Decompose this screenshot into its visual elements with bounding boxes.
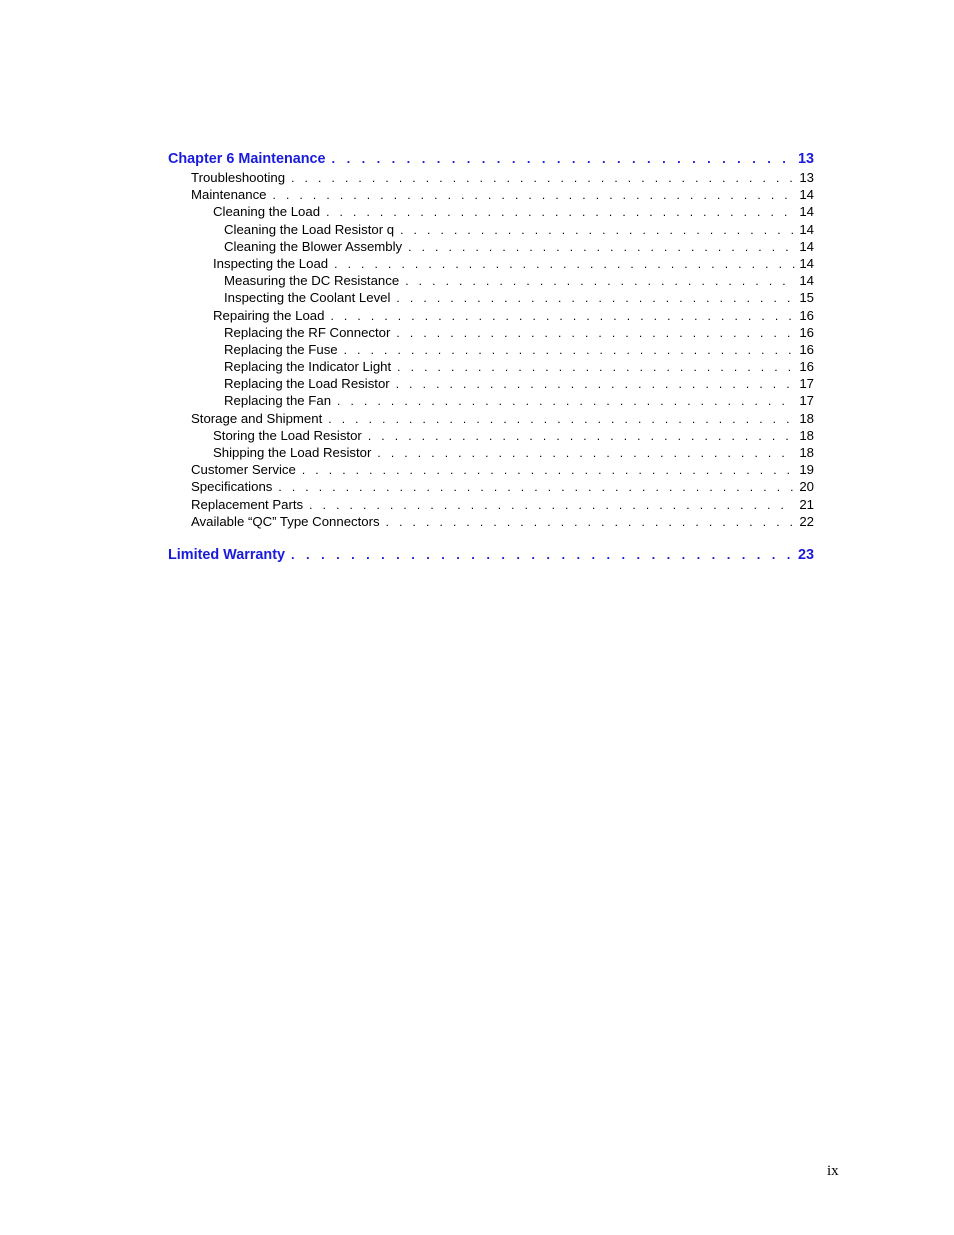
toc-entry-title: Storage and Shipment bbox=[191, 410, 323, 426]
dot-leader bbox=[328, 411, 795, 428]
toc-entry-page: 14 bbox=[799, 273, 814, 289]
table-of-contents bbox=[168, 149, 814, 565]
dot-leader bbox=[309, 497, 795, 514]
dot-leader bbox=[332, 149, 794, 169]
dot-leader bbox=[400, 222, 795, 239]
toc-entry-title: Available “QC” Type Connectors bbox=[191, 513, 380, 529]
toc-entry-replacement-parts[interactable] bbox=[168, 496, 814, 513]
toc-entry-page: 14 bbox=[799, 204, 814, 220]
toc-entry-page: 14 bbox=[799, 221, 814, 237]
toc-entry-page: 17 bbox=[799, 376, 814, 392]
dot-leader bbox=[396, 376, 796, 393]
toc-entry-title: Cleaning the Load Resistor q bbox=[224, 221, 395, 237]
dot-leader bbox=[377, 445, 795, 462]
toc-entry-inspecting-the-load[interactable] bbox=[168, 255, 814, 272]
dot-leader bbox=[408, 239, 795, 256]
toc-entry-troubleshooting[interactable] bbox=[168, 169, 814, 186]
toc-entry-storing-load-resistor[interactable] bbox=[168, 427, 814, 444]
dot-leader bbox=[302, 462, 796, 479]
toc-entry-repairing-the-load[interactable] bbox=[168, 307, 814, 324]
toc-entry-page: 22 bbox=[799, 513, 814, 529]
toc-entry-page: 21 bbox=[799, 496, 814, 512]
toc-entry-page: 16 bbox=[799, 341, 814, 357]
toc-entry-page: 14 bbox=[799, 238, 814, 254]
toc-entry-title: Measuring the DC Resistance bbox=[224, 273, 400, 289]
toc-entry-title: Specifications bbox=[191, 479, 273, 495]
toc-entry-page: 17 bbox=[799, 393, 814, 409]
toc-entry-page: 16 bbox=[799, 359, 814, 375]
toc-entry-page: 15 bbox=[799, 290, 814, 306]
dot-leader bbox=[291, 545, 794, 565]
toc-entry-page: 19 bbox=[799, 462, 814, 478]
toc-entry-maintenance[interactable] bbox=[168, 186, 814, 203]
dot-leader bbox=[344, 342, 796, 359]
toc-entry-title: Replacing the RF Connector bbox=[224, 324, 391, 340]
toc-entry-title: Replacing the Indicator Light bbox=[224, 359, 392, 375]
toc-entry-cleaning-the-load[interactable] bbox=[168, 203, 814, 220]
toc-entry-customer-service[interactable] bbox=[168, 461, 814, 478]
toc-entry-title: Storing the Load Resistor bbox=[213, 427, 362, 443]
toc-entry-page: 13 bbox=[799, 170, 814, 185]
toc-entry-page: 16 bbox=[799, 307, 814, 323]
toc-entry-replacing-indicator-light[interactable] bbox=[168, 358, 814, 375]
toc-entry-title: Shipping the Load Resistor bbox=[213, 445, 372, 460]
toc-entry-replacing-fan[interactable] bbox=[168, 392, 814, 409]
toc-entry-replacing-fuse[interactable] bbox=[168, 341, 814, 358]
toc-entry-page: 13 bbox=[797, 151, 814, 167]
toc-entry-storage-and-shipment[interactable] bbox=[168, 410, 814, 427]
dot-leader bbox=[326, 204, 795, 221]
toc-entry-title: Troubleshooting bbox=[191, 170, 286, 185]
dot-leader bbox=[405, 273, 795, 290]
toc-entry-page: 18 bbox=[799, 410, 814, 426]
toc-entry-title: Cleaning the Load bbox=[213, 204, 321, 220]
toc-entry-replacing-rf-connector[interactable] bbox=[168, 324, 814, 341]
toc-entry-title: Cleaning the Blower Assembly bbox=[224, 238, 403, 254]
toc-entry-specifications[interactable] bbox=[168, 478, 814, 495]
toc-limited-warranty[interactable] bbox=[168, 545, 814, 565]
toc-entry-title: Repairing the Load bbox=[213, 307, 325, 323]
toc-entry-cleaning-load-resistor[interactable] bbox=[168, 221, 814, 238]
toc-entry-cleaning-blower-assembly[interactable] bbox=[168, 238, 814, 255]
toc-entry-title: Limited Warranty bbox=[168, 546, 286, 563]
toc-entry-title: Chapter 6 Maintenance bbox=[168, 151, 326, 167]
toc-entry-page: 16 bbox=[799, 324, 814, 340]
toc-entry-title: Replacing the Load Resistor bbox=[224, 376, 390, 392]
dot-leader bbox=[337, 393, 795, 410]
toc-entry-page: 18 bbox=[799, 445, 814, 460]
toc-entry-inspecting-coolant-level[interactable] bbox=[168, 289, 814, 306]
dot-leader bbox=[334, 256, 795, 273]
dot-leader bbox=[330, 308, 795, 325]
toc-entry-title: Inspecting the Load bbox=[213, 255, 329, 271]
toc-entry-title: Maintenance bbox=[191, 187, 267, 203]
toc-entry-measuring-dc-resistance[interactable] bbox=[168, 272, 814, 289]
toc-entry-page: 14 bbox=[799, 255, 814, 271]
toc-entry-qc-type-connectors[interactable] bbox=[168, 513, 814, 530]
dot-leader bbox=[278, 479, 795, 496]
dot-leader bbox=[396, 290, 795, 307]
toc-entry-title: Customer Service bbox=[191, 462, 296, 478]
toc-entry-title: Replacing the Fuse bbox=[224, 341, 338, 357]
spacer bbox=[168, 530, 814, 545]
dot-leader bbox=[386, 514, 796, 531]
toc-entry-title: Replacing the Fan bbox=[224, 393, 332, 409]
dot-leader bbox=[291, 170, 795, 187]
toc-chapter-6[interactable] bbox=[168, 149, 814, 169]
toc-entry-title: Inspecting the Coolant Level bbox=[224, 290, 391, 306]
dot-leader bbox=[397, 359, 795, 376]
toc-entry-page: 14 bbox=[799, 187, 814, 203]
dot-leader bbox=[396, 325, 795, 342]
toc-entry-replacing-load-resistor[interactable] bbox=[168, 375, 814, 392]
toc-entry-page: 23 bbox=[797, 546, 814, 563]
toc-entry-page: 18 bbox=[799, 427, 814, 443]
toc-entry-title: Replacement Parts bbox=[191, 496, 304, 512]
toc-entry-page: 20 bbox=[799, 479, 814, 495]
page-number: ix bbox=[827, 1163, 839, 1179]
dot-leader bbox=[273, 187, 796, 204]
dot-leader bbox=[368, 428, 796, 445]
toc-entry-shipping-load-resistor[interactable] bbox=[168, 444, 814, 461]
